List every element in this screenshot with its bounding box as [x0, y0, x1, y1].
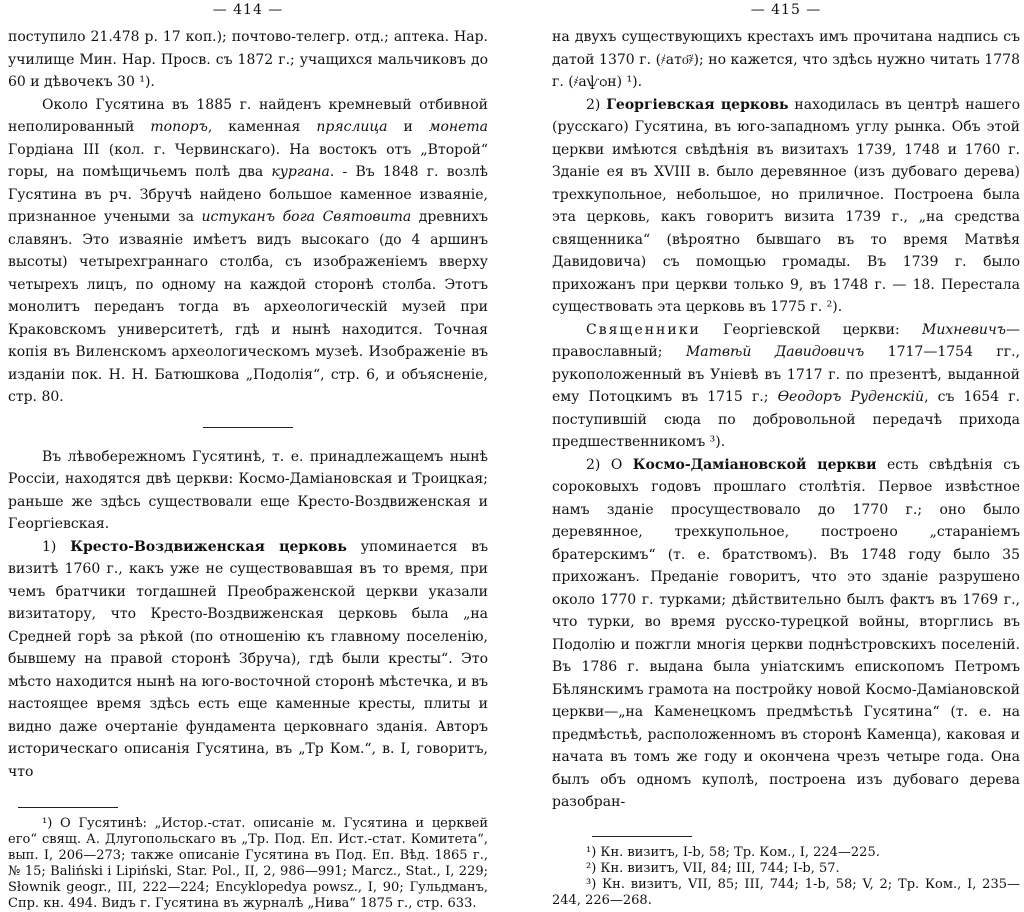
text: и: [387, 119, 429, 135]
text: , съ 1654 г. поступившій сюда по добровольной передачѣ прихода предшественникомъ ³).: [552, 389, 1021, 450]
page-414: [0, 0, 500, 911]
text: 1717—1754 гг., рукоположенный въ Уніевѣ въ 1717 г. по презентѣ, выданной ему Потоцкимъ въ 1715 г.;: [552, 344, 1021, 405]
footnote-divider: [18, 807, 118, 808]
italic-term: топоръ: [150, 119, 208, 135]
paragraph: [552, 319, 1020, 454]
section-heading: Кресто-Воздвиженская церковь: [70, 538, 347, 555]
text: упоминается въ визитѣ 1760 г., какъ уже не существовавшая въ то время, при чемъ братчики тогдашней Преображенской церкви указали визитатору, что Кресто-Воздвиженская церковь была „на Средней горѣ за рѣкой (по отношенію къ главному поселенію, бывшему на правой сторонѣ Збруча), гдѣ были кресты“. Это мѣсто находится нынѣ на юго-восточной сторонѣ мѣстечка, и въ настоящее время здѣсь есть еще каменные кресты, плиты и видно даже очертаніе фундамента церковнаго зданія. Авторъ историческаго описанія Гусятина, въ „Тр Ком.“, в. I, говоритъ, что: [8, 538, 488, 780]
paragraph-text: на двухъ существующихъ крестахъ имъ прочитана надпись съ датой 1370 г. (҂ато҃҂); но кажется, что здѣсь нужно читать 1778 г. (҂аѱѻн) ¹).: [552, 29, 1020, 90]
paragraph: [8, 446, 488, 536]
text: Около Гусятина въ 1885 г. найденъ кремневый отбивной неполированный: [8, 96, 488, 135]
footnote: ¹) О Гусятинѣ: „Истор.-стат. описаніе м. Гусятина и церквей его“ свящ. А. Длугопольскаго въ „Тр. Под. Еп. Ист.-стат. Комитета“, вып. I, 206—273; также описаніе Гусятина въ Под. Еп. Вѣд. 1865 г., № 15; Baliński i Lipiński, Star. Pol., II, 2, 986—991; Marcz., Stat., I, 229; Słownik geogr., III, 222—224; Encyklopedya powsz., I, 90; Гульдманъ, Спр. кн. 494. Видъ г. Гусятина въ журналѣ „Нива“ 1875 г., стр. 633.: [8, 816, 488, 911]
paragraph: [8, 94, 488, 409]
footnotes: [8, 816, 488, 912]
italic-name: Михневичъ: [922, 321, 1006, 338]
spaced-term: Священники: [586, 321, 701, 338]
text: Георгіевской церкви:: [700, 321, 923, 338]
section-heading: Георгіевская церковь: [606, 96, 789, 113]
footnote: ³) Кн. визитъ, VII, 85; III, 744; 1-b, 58; V, 2; Тр. Ком., I, 235—244, 226—268.: [552, 876, 1020, 908]
text: 2): [586, 96, 607, 113]
section-heading: Космо-Даміановской церкви: [632, 456, 877, 473]
italic-term: кургана: [271, 164, 330, 180]
footnotes: [552, 845, 1020, 909]
footnote: ²) Кн. визитъ, VII, 84; III, 744; I-b, 57.: [586, 860, 840, 876]
paragraph: [8, 26, 488, 94]
footnote-divider: [592, 836, 692, 837]
text: находилась въ центрѣ нашего (русскаго) Гусятина, въ юго-западномъ углу рынка. Объ этой церкви имѣются свѣдѣнія въ визитахъ 1739, 1748 и 1760 г. Зданіе ея въ XVIII в. было деревянное (изъ дубоваго дерева) трехкупольное, небольшое, но приличное. Построена была эта церковь, какъ говоритъ визита 1739 г., „на средства священника“ (вѣроятно бывшаго въ то время Матвѣя Давидовича) съ помощью громады. Въ 1739 г. было прихожанъ при церкви только 9, въ 1748 г. — 18. Перестала существовать эта церковь въ 1775 г. ²).: [552, 96, 1020, 315]
paragraph: [8, 536, 488, 784]
page-number: — 415 —: [750, 2, 822, 18]
page-415: [522, 0, 1024, 908]
italic-name: Ѳеодоръ Руденскій: [777, 389, 925, 405]
paragraph: [552, 94, 1020, 319]
text: Гордіана III (кол. г. Червинскаго). На востокъ отъ „Второй“ горы, на помѣщичьемъ полѣ два: [8, 141, 488, 180]
text: 1): [42, 538, 71, 555]
italic-term: истуканъ бога Святовита: [201, 209, 412, 225]
text: —православный;: [552, 321, 1020, 360]
text: , каменная: [207, 119, 317, 135]
page-number: — 414 —: [212, 2, 284, 18]
paragraph-text: Въ лѣвобережномъ Гусятинѣ, т. е. принадлежащемъ нынѣ Россіи, находятся двѣ церкви: Космо-Даміановская и Троицкая; раньше же здѣсь существовали еще Кресто-Воздвиженская и Георгіевская.: [8, 448, 488, 532]
footnote: ¹) Кн. визитъ, I-b, 58; Тр. Ком., I, 224—225.: [586, 844, 880, 860]
text: 2) О: [586, 456, 633, 473]
italic-name: Матвѣй Давидовичъ: [685, 344, 865, 360]
section-divider: [203, 427, 293, 428]
text: . - Въ 1848 г. возлѣ Гусятина въ рч. Збручѣ найдено большое каменное изваяніе, признанное учеными за: [8, 164, 489, 225]
paragraph: [552, 26, 1020, 94]
paragraph-text: поступило 21.478 р. 17 коп.); почтово-телегр. отд.; аптека. Нар. училище Мин. Нар. Просв. съ 1872 г.; учащихся мальчиковъ до 60 и дѣвочекъ 30 ¹).: [8, 29, 488, 90]
italic-term: монета: [428, 119, 489, 135]
text: древнихъ славянъ. Это изваяніе имѣетъ видъ высокаго (до 4 аршинъ высоты) четырехграннаго столба, съ изображеніемъ вверху четырехъ лицъ, по одному на каждой сторонѣ столба. Этотъ монолитъ переданъ тогда въ археологическій музей при Краковскомъ университетѣ, гдѣ и нынѣ находится. Точная копія въ Виленскомъ археологическомъ музеѣ. Изображеніе въ изданіи пок. Н. Н. Батюшкова „Подолія“, стр. 6, и объясненіе, стр. 80.: [8, 209, 488, 405]
italic-term: пряслица: [316, 119, 388, 135]
text: есть свѣдѣнія съ сороковыхъ годовъ прошлаго столѣтія. Первое извѣстное намъ зданіе просуществовало до 1770 г.; оно было деревянное, трехкупольное, построено „стараніемъ братерскимъ“ (т. е. братствомъ). Въ 1748 году было 35 прихожанъ. Преданіе говоритъ, что это зданіе разрушено около 1770 г. турками; дѣйствительно былъ фактъ въ 1769 г., что турки, во время русско-турецкой войны, вторглись въ Подолію и пожгли многія церкви поднѣстровскихъ поселеній. Въ 1786 г. выдана была уніатскимъ епископомъ Петромъ Бѣлянскимъ грамота на постройку новой Космо-Даміановской церкви—„на Каменецкомъ предмѣстьѣ Гусятина“ (т. е. на предмѣстьѣ, расположенномъ въ сторонѣ Каменца), каковая и начата въ томъ же году и окончена чрезъ четыре года. Она былъ объ одномъ куполѣ, построена изъ дубоваго дерева разобран-: [552, 456, 1020, 810]
